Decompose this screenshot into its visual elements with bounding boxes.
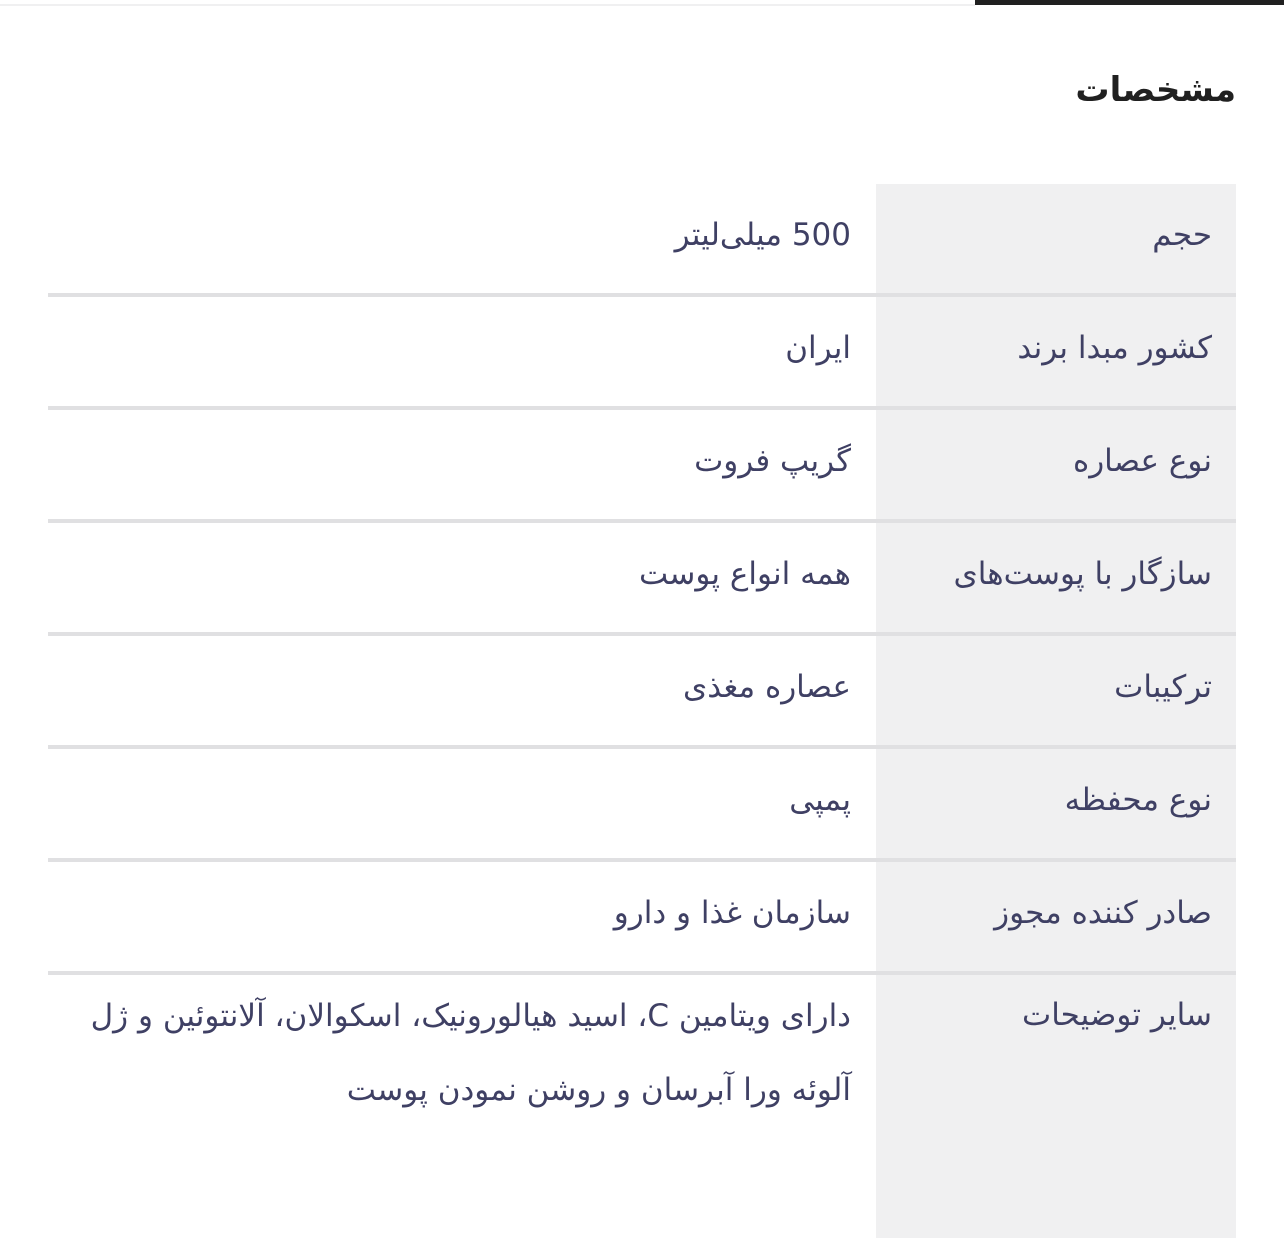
spec-key: صادر کننده مجوز	[876, 862, 1236, 971]
spec-row-skin-type	[48, 523, 1236, 636]
spec-row-license-issuer	[48, 862, 1236, 975]
spec-key: نوع عصاره	[876, 410, 1236, 519]
spec-value: عصاره مغذی	[683, 669, 851, 705]
spec-value: سازمان غذا و دارو	[613, 895, 851, 931]
spec-row-extract-type	[48, 410, 1236, 523]
spec-row-volume	[48, 184, 1236, 297]
section-title: مشخصات	[1075, 70, 1236, 110]
spec-value: پمپی	[789, 782, 851, 818]
specifications-table	[48, 184, 1236, 1238]
spec-key: ترکیبات	[876, 636, 1236, 745]
spec-key: حجم	[876, 184, 1236, 293]
spec-key: کشور مبدا برند	[876, 297, 1236, 406]
spec-value: همه انواع پوست	[638, 556, 851, 592]
spec-value: ایران	[785, 330, 851, 366]
tab-bar-divider	[0, 4, 975, 6]
spec-value: دارای ویتامین C، اسید هیالورونیک، اسکوالان، آلانتوئین و ژل آلوئه ورا آبرسان و روشن نمودن پوست	[90, 998, 851, 1108]
spec-value: 500 میلی‌لیتر	[674, 217, 851, 253]
active-tab-indicator	[975, 0, 1284, 5]
spec-key: سازگار با پوست‌های	[876, 523, 1236, 632]
spec-row-ingredients	[48, 636, 1236, 749]
spec-row-container-type	[48, 749, 1236, 862]
spec-row-brand-origin	[48, 297, 1236, 410]
spec-key: نوع محفظه	[876, 749, 1236, 858]
spec-row-other-notes	[48, 975, 1236, 1238]
spec-key: سایر توضیحات	[876, 975, 1236, 1238]
spec-value: گریپ فروت	[694, 443, 851, 479]
